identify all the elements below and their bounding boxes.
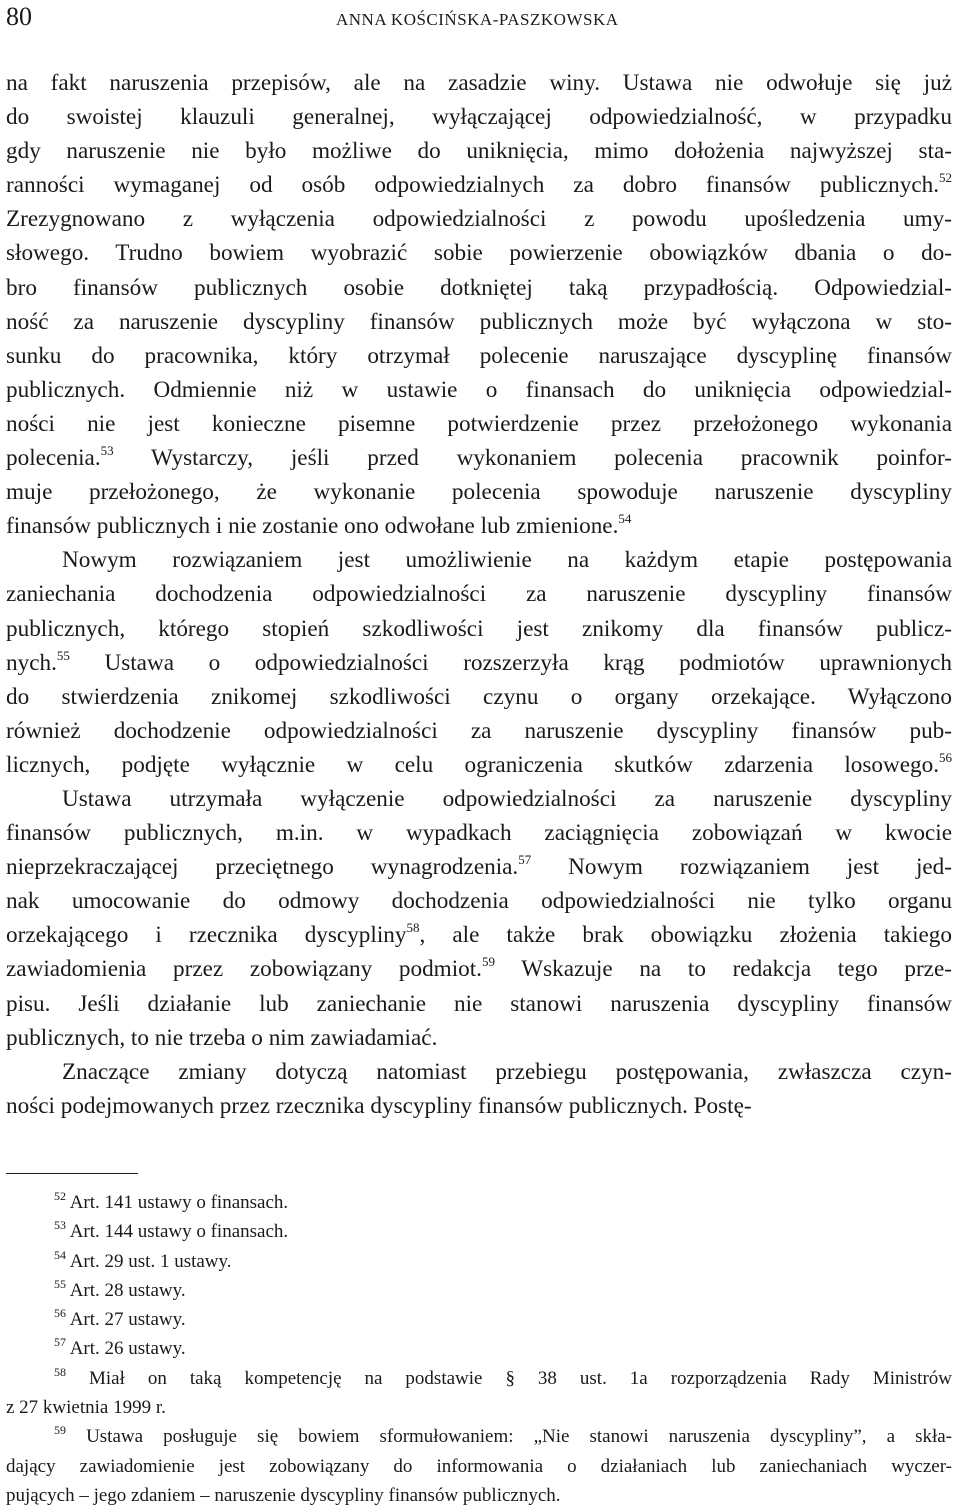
text-line: zawiadomienia przez zobowiązany podmiot.$^{59}$ Wskazuje na to redakcja tego prze- <box>6 954 952 983</box>
footnote-number: 55 <box>54 1276 66 1291</box>
text-line: gdy naruszenie nie było możliwe do uniknięcia, mimo dołożenia najwyższej sta- <box>6 138 952 165</box>
text-line: Ustawa utrzymała wyłączenie odpowiedzialności za naruszenie dyscypliny <box>62 785 952 812</box>
text-line: muje przełożonego, że wykonanie polecenia spowoduje naruszenie dyscypliny <box>6 479 952 506</box>
footnote-marker: 53 <box>100 443 114 459</box>
text-line: na fakt naruszenia przepisów, ale na zasadzie winy. Ustawa nie odwołuje się już <box>6 70 952 96</box>
footnote-line: $^{59}$ Ustawa posługuje się bowiem sformułowaniem: „Nie stanowi naruszenia dyscypliny”, a skła- <box>54 1423 952 1448</box>
text-line: Zrezygnowano z wyłączenia odpowiedzialności z powodu upośledzenia umy- <box>6 206 952 233</box>
footnote-marker: 52 <box>939 170 952 186</box>
text-line: bro finansów publicznych osobie dotkniętej taką przypadłością. Odpowiedzial- <box>6 274 952 301</box>
text-line: orzekającego i rzecznika dyscypliny$^{58}$, ale także brak obowiązku złożenia takiego <box>6 920 952 949</box>
text-line: słowego. Trudno bowiem wyobrazić sobie powierzenie obowiązków dbania o do- <box>6 240 952 267</box>
footnote-line: dający zawiadomienie jest zobowiązany do informowania o działaniach lub zaniechaniach wyczer- <box>6 1455 952 1477</box>
text-line: sunku do pracownika, który otrzymał polecenie naruszające dyscyplinę finansów <box>6 342 952 369</box>
footnotes <box>6 1188 952 1510</box>
text-line: publicznych. Odmiennie niż w ustawie o finansach do uniknięcia odpowiedzial- <box>6 376 952 403</box>
text-line: Nowym rozwiązaniem jest umożliwienie na każdym etapie postępowania <box>62 547 952 574</box>
footnote-marker: 57 <box>518 852 532 868</box>
text-line: publicznych, to nie trzeba o nim zawiadamiać. <box>6 1024 438 1051</box>
text-line: do stwierdzenia znikomej szkodliwości czynu o organy orzekające. Wyłączono <box>6 683 952 710</box>
footnote-line: z 27 kwietnia 1999 r. <box>6 1397 166 1419</box>
body-text <box>6 66 952 1123</box>
footnote-number: 54 <box>54 1247 66 1262</box>
text-line: Znaczące zmiany dotyczą natomiast przebiegu postępowania, zwłaszcza czyn- <box>62 1058 952 1085</box>
text-line: ności podejmowanych przez rzecznika dyscypliny finansów publicznych. Postę- <box>6 1092 752 1119</box>
text-line: finansów publicznych i nie zostanie ono odwołane lub zmienione.$^{54}$ <box>6 511 632 540</box>
text-line: licznych, podjęte wyłącznie w celu ograniczenia skutków zdarzenia losowego.$^{56}$ <box>6 749 952 778</box>
text-line: również dochodzenie odpowiedzialności za naruszenie dyscypliny finansów pub- <box>6 717 952 744</box>
footnote-number: 53 <box>54 1218 66 1233</box>
footnote-number: 52 <box>54 1189 66 1203</box>
text-line: publicznych, którego stopień szkodliwości jest znikomy dla finansów publicz- <box>6 615 952 642</box>
page-header <box>6 0 960 40</box>
footnote-marker: 56 <box>939 749 952 765</box>
footnote-number: 56 <box>54 1306 66 1321</box>
text-line: polecenia.$^{53}$ Wystarczy, jeśli przed wykonaniem polecenia pracownik poinfor- <box>6 443 952 472</box>
running-head: ANNA KOŚCIŃSKA-PASZKOWSKA <box>336 10 619 29</box>
footnote-line: $^{54}$ Art. 29 ust. 1 ustawy. <box>54 1247 232 1272</box>
footnote-number: 59 <box>54 1423 66 1438</box>
text-line: finansów publicznych, m.in. w wypadkach zaciągnięcia zobowiązań w kwocie <box>6 820 952 847</box>
text-line: ranności wymaganej od osób odpowiedzialnych za dobro finansów publicznych.$^{52}$ <box>6 170 952 199</box>
footnote-marker: 58 <box>406 920 420 936</box>
text-line: nych.$^{55}$ Ustawa o odpowiedzialności rozszerzyła krąg podmiotów uprawnionych <box>6 647 952 676</box>
text-line: nak umocowanie do odmowy dochodzenia odpowiedzialności nie tylko organu <box>6 888 952 915</box>
footnote-line: $^{58}$ Miał on taką kompetencję na podstawie § 38 ust. 1a rozporządzenia Rady Ministrów <box>54 1364 952 1389</box>
footnote-separator <box>6 1173 138 1174</box>
footnote-line: $^{56}$ Art. 27 ustawy. <box>54 1306 186 1331</box>
text-line: do swoistej klauzuli generalnej, wyłączającej odpowiedzialność, w przypadku <box>6 104 952 131</box>
footnote-marker: 59 <box>481 954 495 970</box>
footnote-number: 57 <box>54 1335 66 1350</box>
footnote-marker: 54 <box>618 511 632 527</box>
text-line: ność za naruszenie dyscypliny finansów publicznych może być wyłączona w sto- <box>6 308 952 335</box>
page-number: 80 <box>6 2 32 31</box>
footnote-line: $^{53}$ Art. 144 ustawy o finansach. <box>54 1218 289 1243</box>
text-line: nieprzekraczającej przeciętnego wynagrodzenia.$^{57}$ Nowym rozwiązaniem jest jed- <box>6 852 953 881</box>
footnote-number: 58 <box>54 1364 66 1379</box>
text-line: zaniechania dochodzenia odpowiedzialności za naruszenie dyscypliny finansów <box>6 581 952 608</box>
text-line: pisu. Jeśli działanie lub zaniechanie nie stanowi naruszenia dyscypliny finansów <box>6 990 952 1017</box>
footnote-line: $^{55}$ Art. 28 ustawy. <box>54 1276 186 1301</box>
text-line: ności nie jest konieczne pisemne potwierdzenie przez przełożonego wykonania <box>6 410 952 437</box>
footnote-line: $^{57}$ Art. 26 ustawy. <box>54 1335 186 1360</box>
footnote-marker: 55 <box>56 647 70 663</box>
footnote-line: $^{52}$ Art. 141 ustawy o finansach. <box>54 1189 289 1213</box>
footnote-line: pujących – jego zdaniem – naruszenie dyscypliny finansów publicznych. <box>6 1484 561 1506</box>
